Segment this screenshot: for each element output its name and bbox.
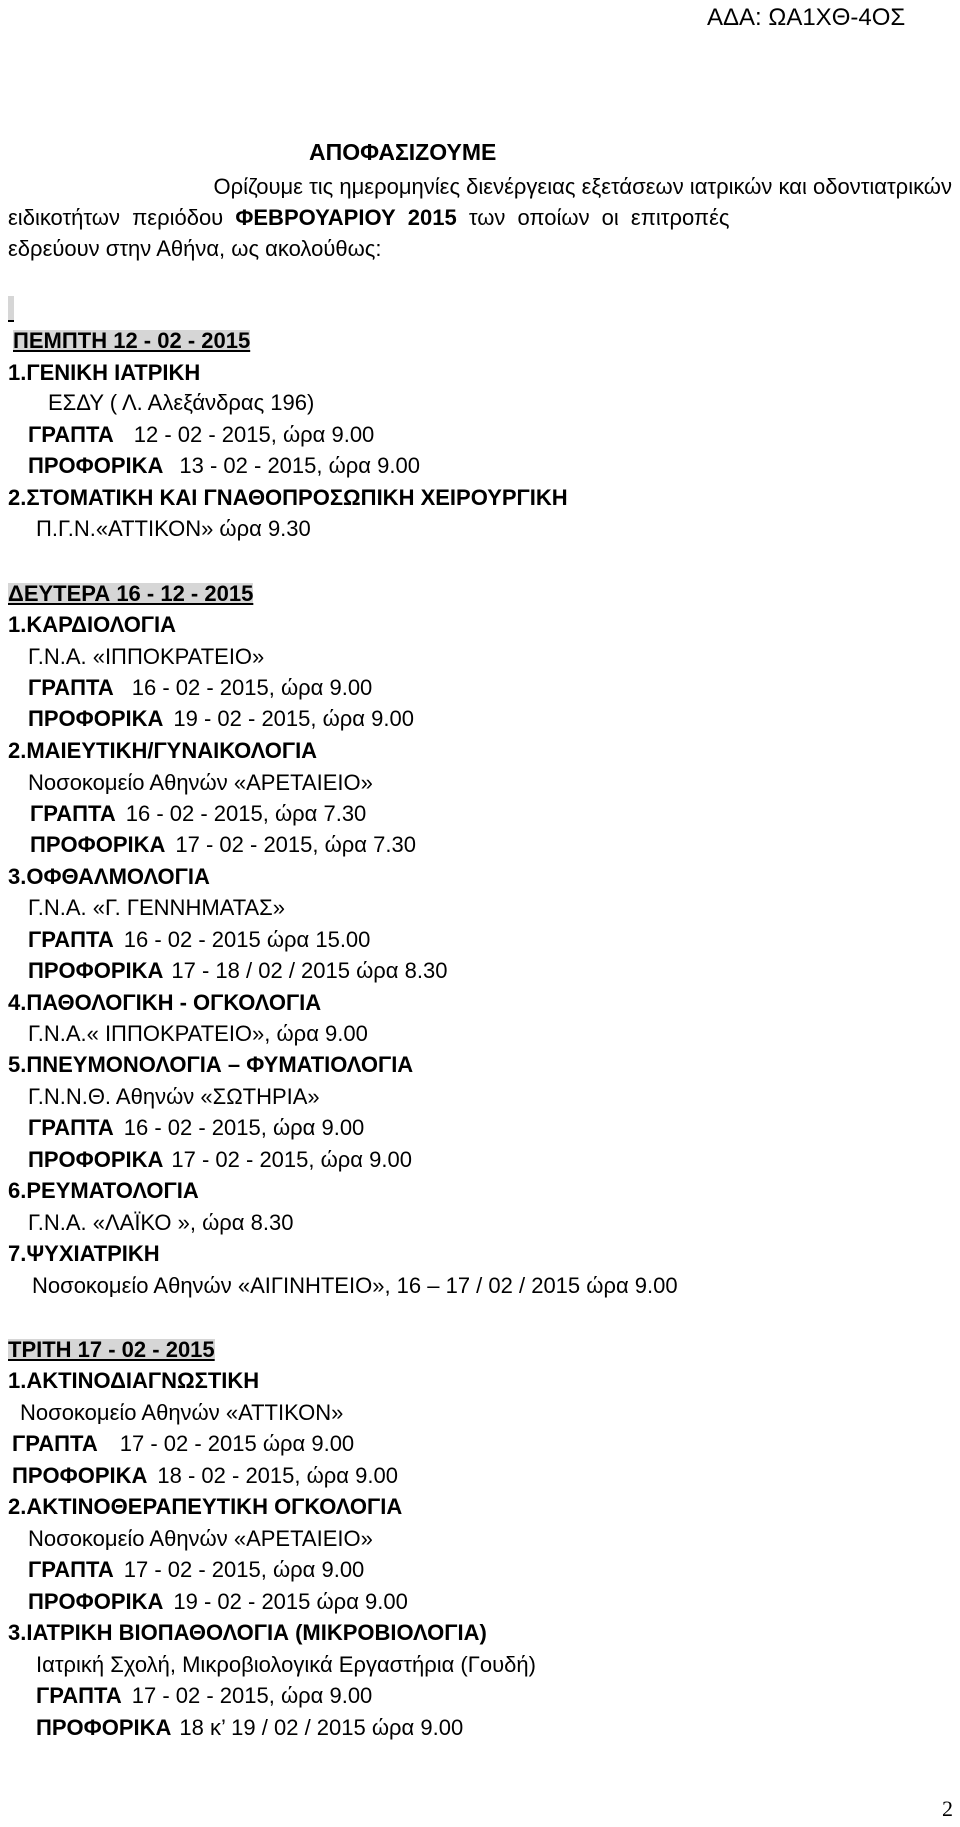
written-exam: ΓΡΑΠΤΑ 16 - 02 - 2015 ώρα 15.00 bbox=[28, 927, 371, 952]
section-title: 2.ΜΑΙΕΥΤΙΚΗ/ΓΥΝΑΙΚΟΛΟΓΙΑ bbox=[8, 738, 318, 763]
day-heading: ΤΡΙΤΗ 17 - 02 - 2015 bbox=[8, 1337, 215, 1362]
written-exam: ΓΡΑΠΤΑ 17 - 02 - 2015, ώρα 9.00 bbox=[28, 1557, 365, 1582]
written-exam: ΓΡΑΠΤΑ 16 - 02 - 2015, ώρα 9.00 bbox=[28, 675, 373, 700]
location: ΕΣΔΥ ( Λ. Αλεξάνδρας 196) bbox=[48, 390, 315, 415]
location: Νοσοκομείο Αθηνών «ΑΡΕΤΑΙΕΙΟ» bbox=[28, 770, 373, 795]
section-title: 3.ΟΦΘΑΛΜΟΛΟΓΙΑ bbox=[8, 864, 210, 889]
intro-line-2: ειδικοτήτων περιόδου ΦΕΒΡΟΥΑΡΙΟΥ 2015 των οποίων οι επιτροπές bbox=[8, 205, 730, 230]
location: Νοσοκομείο Αθηνών «ΑΤΤΙΚΟΝ» bbox=[20, 1400, 344, 1425]
oral-exam: ΠΡΟΦΟΡΙΚΑ 17 - 02 - 2015, ώρα 7.30 bbox=[30, 832, 416, 857]
oral-exam: ΠΡΟΦΟΡΙΚΑ 18 κ’ 19 / 02 / 2015 ώρα 9.00 bbox=[36, 1715, 464, 1740]
section-title: 7.ΨΥΧΙΑΤΡΙΚΗ bbox=[8, 1241, 160, 1266]
day-heading: ΔΕΥΤΕΡΑ 16 - 12 - 2015 bbox=[8, 581, 254, 606]
location: Νοσοκομείο Αθηνών «ΑΙΓΙΝΗΤΕΙΟ», 16 – 17 / 02 / 2015 ώρα 9.00 bbox=[32, 1273, 678, 1298]
section-title: 1.ΓΕΝΙΚΗ ΙΑΤΡΙΚΗ bbox=[8, 360, 201, 385]
section-title: 6.ΡΕΥΜΑΤΟΛΟΓΙΑ bbox=[8, 1178, 199, 1203]
oral-exam: ΠΡΟΦΟΡΙΚΑ 19 - 02 - 2015, ώρα 9.00 bbox=[28, 706, 414, 731]
location: Π.Γ.Ν.«ΑΤΤΙΚΟΝ» ώρα 9.30 bbox=[36, 516, 311, 541]
oral-exam: ΠΡΟΦΟΡΙΚΑ 13 - 02 - 2015, ώρα 9.00 bbox=[28, 453, 420, 478]
section-title: 5.ΠΝΕΥΜΟΝΟΛΟΓΙΑ – ΦΥΜΑΤΙΟΛΟΓΙΑ bbox=[8, 1052, 414, 1077]
section-title: 2.ΣΤΟΜΑΤΙΚΗ ΚΑΙ ΓΝΑΘΟΠΡΟΣΩΠΙΚΗ ΧΕΙΡΟΥΡΓΙΚΗ bbox=[8, 485, 568, 510]
oral-exam: ΠΡΟΦΟΡΙΚΑ 17 - 18 / 02 / 2015 ώρα 8.30 bbox=[28, 958, 448, 983]
location: Νοσοκομείο Αθηνών «ΑΡΕΤΑΙΕΙΟ» bbox=[28, 1526, 373, 1551]
section-title: 1.ΑΚΤΙΝΟΔΙΑΓΝΩΣΤΙΚΗ bbox=[8, 1368, 260, 1393]
written-exam: ΓΡΑΠΤΑ 16 - 02 - 2015, ώρα 9.00 bbox=[28, 1115, 365, 1140]
section-title: 4.ΠΑΘΟΛΟΓΙΚΗ - ΟΓΚΟΛΟΓΙΑ bbox=[8, 990, 322, 1015]
intro-line-3: εδρεύουν στην Αθήνα, ως ακολούθως: bbox=[8, 236, 382, 261]
page-number: 2 bbox=[942, 1796, 953, 1821]
location: Γ.Ν.Α.« ΙΠΠΟΚΡΑΤΕΙΟ», ώρα 9.00 bbox=[28, 1021, 368, 1046]
location: Ιατρική Σχολή, Μικροβιολογικά Εργαστήρια (Γουδή) bbox=[36, 1652, 536, 1677]
oral-exam: ΠΡΟΦΟΡΙΚΑ 17 - 02 - 2015, ώρα 9.00 bbox=[28, 1147, 412, 1172]
written-exam: ΓΡΑΠΤΑ 17 - 02 - 2015 ώρα 9.00 bbox=[12, 1431, 355, 1456]
location: Γ.Ν.Α. «ΙΠΠΟΚΡΑΤΕΙΟ» bbox=[28, 644, 265, 669]
section-title: 1.ΚΑΡΔΙΟΛΟΓΙΑ bbox=[8, 612, 177, 637]
written-exam: ΓΡΑΠΤΑ 17 - 02 - 2015, ώρα 9.00 bbox=[36, 1683, 373, 1708]
location: Γ.Ν.Ν.Θ. Αθηνών «ΣΩΤΗΡΙΑ» bbox=[28, 1084, 320, 1109]
oral-exam: ΠΡΟΦΟΡΙΚΑ 18 - 02 - 2015, ώρα 9.00 bbox=[12, 1463, 398, 1488]
day-heading: ΠΕΜΠΤΗ 12 - 02 - 2015 bbox=[13, 328, 251, 353]
written-exam: ΓΡΑΠΤΑ 12 - 02 - 2015, ώρα 9.00 bbox=[28, 422, 375, 447]
written-exam: ΓΡΑΠΤΑ 16 - 02 - 2015, ώρα 7.30 bbox=[30, 801, 367, 826]
section-title: 3.ΙΑΤΡΙΚΗ ΒΙΟΠΑΘΟΛΟΓΙΑ (ΜΙΚΡΟΒΙΟΛΟΓΙΑ) bbox=[8, 1620, 487, 1645]
location: Γ.Ν.Α. «Γ. ΓΕΝΝΗΜΑΤΑΣ» bbox=[28, 895, 286, 920]
empty-highlight-mark bbox=[8, 296, 14, 322]
oral-exam: ΠΡΟΦΟΡΙΚΑ 19 - 02 - 2015 ώρα 9.00 bbox=[28, 1589, 408, 1614]
section-title: 2.ΑΚΤΙΝΟΘΕΡΑΠΕΥΤΙΚΗ ΟΓΚΟΛΟΓΙΑ bbox=[8, 1494, 403, 1519]
intro-line-1: Ορίζουμε τις ημερομηνίες διενέργειας εξετάσεων ιατρικών και οδοντιατρικών bbox=[213, 174, 952, 199]
ada-code: ΑΔΑ: ΩΑ1ΧΘ-4ΟΣ bbox=[707, 4, 906, 31]
location: Γ.Ν.Α. «ΛΑΪΚΟ », ώρα 8.30 bbox=[28, 1210, 294, 1235]
decision-heading: ΑΠΟΦΑΣΙΖΟΥΜΕ bbox=[309, 139, 497, 165]
